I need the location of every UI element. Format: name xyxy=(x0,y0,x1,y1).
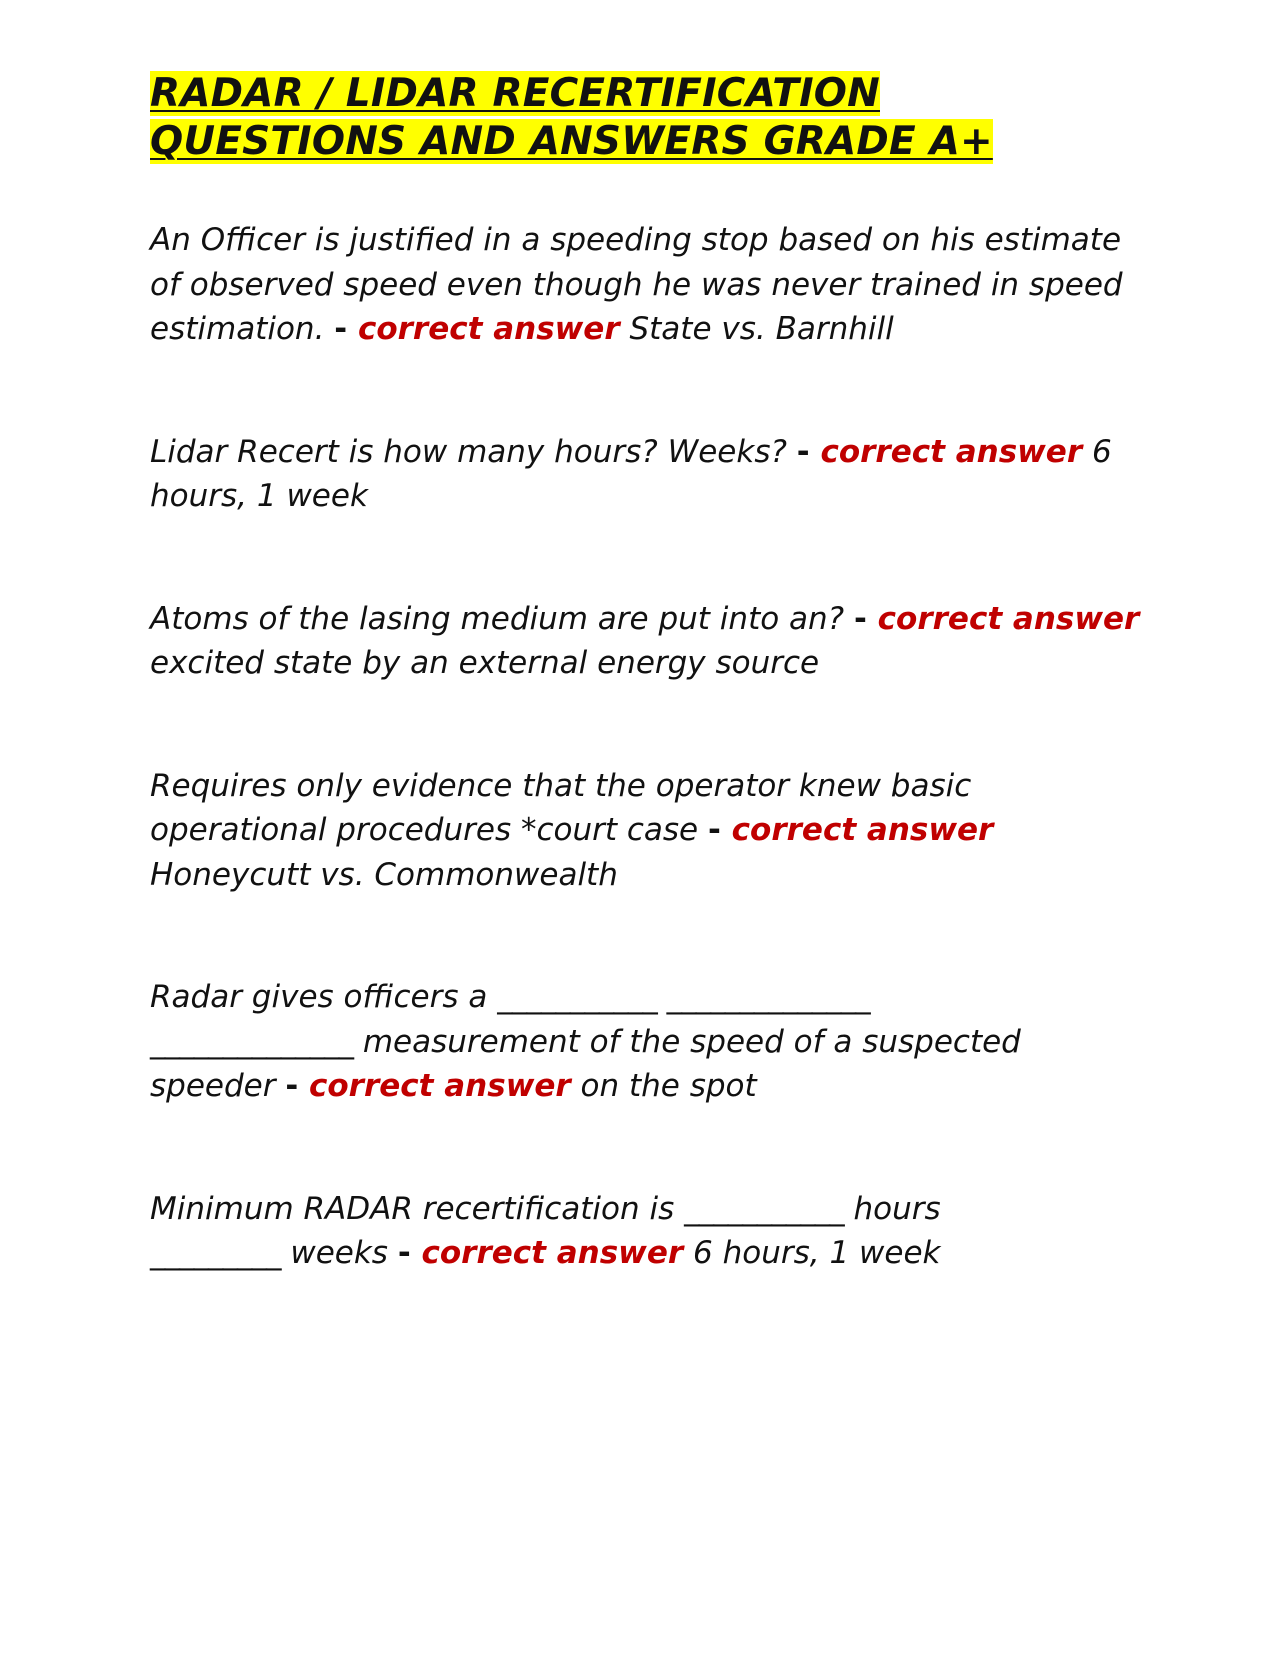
question-text: Requires only evidence that the operator knew basic operational procedures *court case xyxy=(150,767,972,848)
answer-text: excited state by an external energy source xyxy=(150,645,820,681)
correct-answer-label: correct answer xyxy=(309,1068,571,1104)
answer-text: Honeycutt vs. Commonwealth xyxy=(150,856,618,893)
question-text: Atoms of the lasing medium are put into an? xyxy=(150,600,854,637)
separator: - xyxy=(285,1068,309,1104)
document-page xyxy=(150,70,1140,1276)
question-text-part-2: hours xyxy=(843,1190,941,1227)
document-title xyxy=(150,70,1140,166)
separator: - xyxy=(708,812,732,848)
qa-item-3 xyxy=(150,597,1140,686)
correct-answer-label: correct answer xyxy=(357,311,620,347)
separator: - xyxy=(854,600,878,637)
answer-text: 6 hours, 1 week xyxy=(150,433,1112,514)
correct-answer-label: correct answer xyxy=(820,433,1083,470)
question-text: Lidar Recert is how many hours? Weeks? xyxy=(150,433,797,470)
fill-in-blank: ______________ xyxy=(150,1023,353,1060)
question-text-part-1: Minimum RADAR recertification is xyxy=(150,1190,685,1227)
question-text-part-3: weeks xyxy=(280,1235,398,1271)
qa-item-4 xyxy=(150,764,1140,898)
title-line-2: QUESTIONS AND ANSWERS GRADE A+ xyxy=(150,119,993,164)
separator: - xyxy=(397,1235,422,1271)
answer-text: State vs. Barnhill xyxy=(629,311,894,347)
title-line-1: RADAR / LIDAR RECERTIFICATION xyxy=(150,71,880,116)
question-text-part-2: measurement of the speed of a suspected speeder xyxy=(150,1023,1021,1104)
correct-answer-label: correct answer xyxy=(731,812,994,848)
qa-item-1 xyxy=(150,218,1140,352)
question-text: An Officer is justified in a speeding stop based on his estimate of observed speed even though he was never trained in speed estimation. xyxy=(150,222,1123,347)
fill-in-blank: ___________ xyxy=(497,979,657,1015)
fill-in-blank: ___________ xyxy=(684,1190,844,1227)
correct-answer-label: correct answer xyxy=(877,600,1140,637)
answer-text: on the spot xyxy=(580,1068,757,1104)
fill-in-blank: _________ xyxy=(150,1235,281,1271)
answer-text: 6 hours, 1 week xyxy=(693,1235,941,1271)
qa-item-6 xyxy=(150,1187,1140,1276)
correct-answer-label: correct answer xyxy=(421,1235,684,1271)
fill-in-blank: ______________ xyxy=(666,979,870,1015)
question-text-part-1: Radar gives officers a xyxy=(150,979,498,1015)
separator: - xyxy=(796,433,821,470)
qa-item-5 xyxy=(150,975,1140,1109)
separator: - xyxy=(334,311,358,347)
qa-list xyxy=(150,218,1140,1276)
qa-item-2 xyxy=(150,430,1140,519)
